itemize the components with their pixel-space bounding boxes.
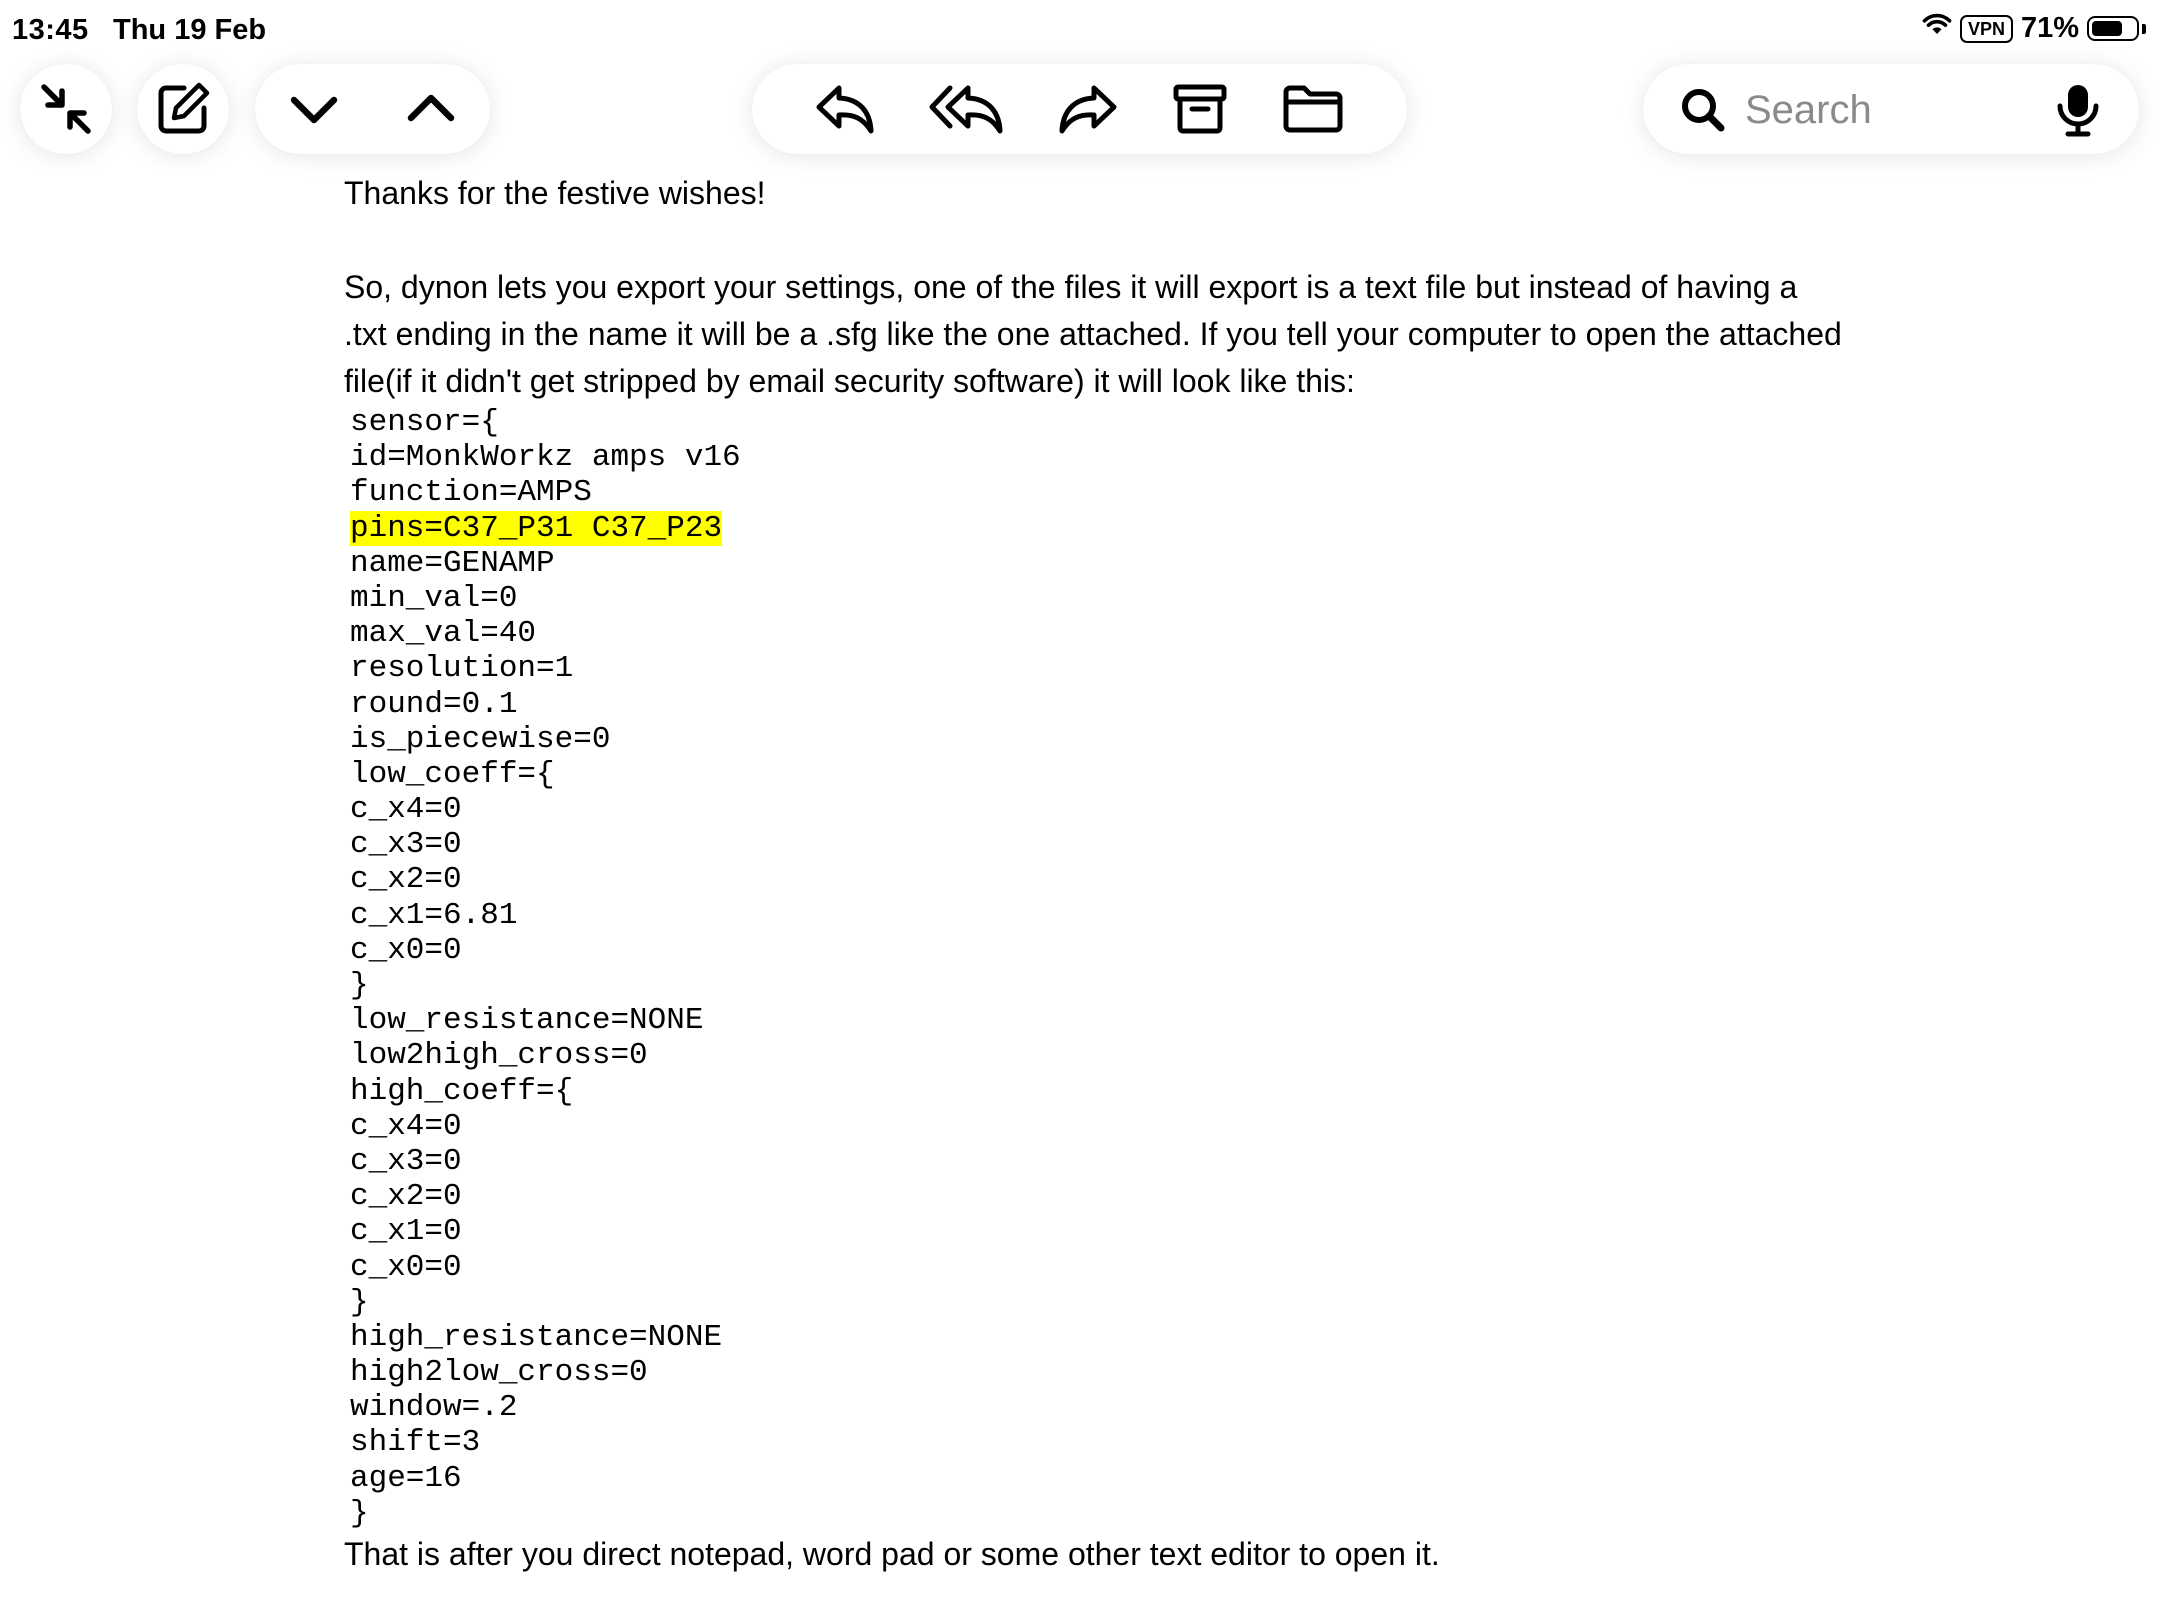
code-line: c_x1=0 xyxy=(350,1214,462,1250)
code-line: high_resistance=NONE xyxy=(350,1319,723,1355)
reply-icon[interactable] xyxy=(813,80,877,138)
code-line: } xyxy=(350,1495,369,1531)
code-line: low_resistance=NONE xyxy=(350,1003,704,1039)
archive-icon[interactable] xyxy=(1171,80,1229,138)
code-line: sensor={ xyxy=(350,405,499,440)
code-line: c_x2=0 xyxy=(350,1179,462,1215)
code-line: c_x4=0 xyxy=(350,1108,462,1144)
code-line: id=MonkWorkz amps v16 xyxy=(350,440,741,476)
chevron-down-icon[interactable] xyxy=(264,64,364,154)
collapse-icon[interactable] xyxy=(36,79,96,139)
code-line: is_piecewise=0 xyxy=(350,721,611,757)
message-greeting: Thanks for the festive wishes! xyxy=(344,175,766,211)
code-line: } xyxy=(350,1284,369,1320)
folder-icon[interactable] xyxy=(1280,80,1346,138)
highlighted-text: pins=C37_P31 C37_P23 xyxy=(350,510,723,546)
chevron-up-icon[interactable] xyxy=(381,64,481,154)
code-line: low2high_cross=0 xyxy=(350,1038,648,1074)
message-closing: That is after you direct notepad, word pad or some other text editor to open it. xyxy=(344,1536,1440,1572)
status-indicators xyxy=(1922,12,2146,45)
code-line: low_coeff={ xyxy=(350,756,555,792)
battery-icon xyxy=(2087,16,2146,41)
code-line: shift=3 xyxy=(350,1425,481,1461)
code-line: round=0.1 xyxy=(350,686,518,722)
battery-percent: 71% xyxy=(2020,12,2079,44)
code-line: c_x0=0 xyxy=(350,932,462,968)
reply-all-icon[interactable] xyxy=(928,80,1006,138)
code-line: high_coeff={ xyxy=(350,1073,574,1109)
code-line: c_x1=6.81 xyxy=(350,897,518,933)
message-intro: So, dynon lets you export your settings, one of the files it will export is a text file but instead of having a .txt ending in the name it will be a .sfg like the one attached. If you tell your computer to open the attached file(if it didn't get stripped by email security software) it will look like this: xyxy=(344,269,1842,399)
navigation-pill xyxy=(255,64,490,154)
compose-pill xyxy=(137,64,229,154)
code-line: max_val=40 xyxy=(350,616,537,652)
message-body xyxy=(344,170,1844,1578)
compose-icon[interactable] xyxy=(154,80,212,138)
status-bar xyxy=(0,0,2160,60)
wifi-icon xyxy=(1922,12,1952,45)
code-line xyxy=(350,511,1844,546)
search-icon xyxy=(1679,86,1727,139)
message-actions-pill xyxy=(752,64,1407,154)
code-line: c_x4=0 xyxy=(350,792,462,828)
code-line: high2low_cross=0 xyxy=(350,1355,648,1391)
battery-level xyxy=(2092,21,2122,36)
code-line: c_x3=0 xyxy=(350,827,462,863)
code-line: c_x3=0 xyxy=(350,1143,462,1179)
code-line: c_x2=0 xyxy=(350,862,462,898)
code-line: resolution=1 xyxy=(350,651,574,687)
minimize-pill xyxy=(20,64,112,154)
status-date: Thu 19 Feb xyxy=(113,14,267,46)
code-line: window=.2 xyxy=(350,1390,518,1426)
forward-icon[interactable] xyxy=(1056,80,1120,138)
microphone-icon[interactable] xyxy=(2053,82,2103,143)
code-line: } xyxy=(350,968,369,1003)
search-bar xyxy=(1643,64,2139,154)
code-line: min_val=0 xyxy=(350,580,518,616)
code-line: age=16 xyxy=(350,1460,462,1496)
code-line: name=GENAMP xyxy=(350,545,555,581)
config-file-contents xyxy=(350,405,1844,1531)
search-input[interactable] xyxy=(1743,82,2047,138)
code-line: c_x0=0 xyxy=(350,1249,462,1285)
status-time: 13:45 xyxy=(12,14,89,46)
vpn-badge: VPN xyxy=(1960,15,2013,43)
code-line: function=AMPS xyxy=(350,475,592,511)
